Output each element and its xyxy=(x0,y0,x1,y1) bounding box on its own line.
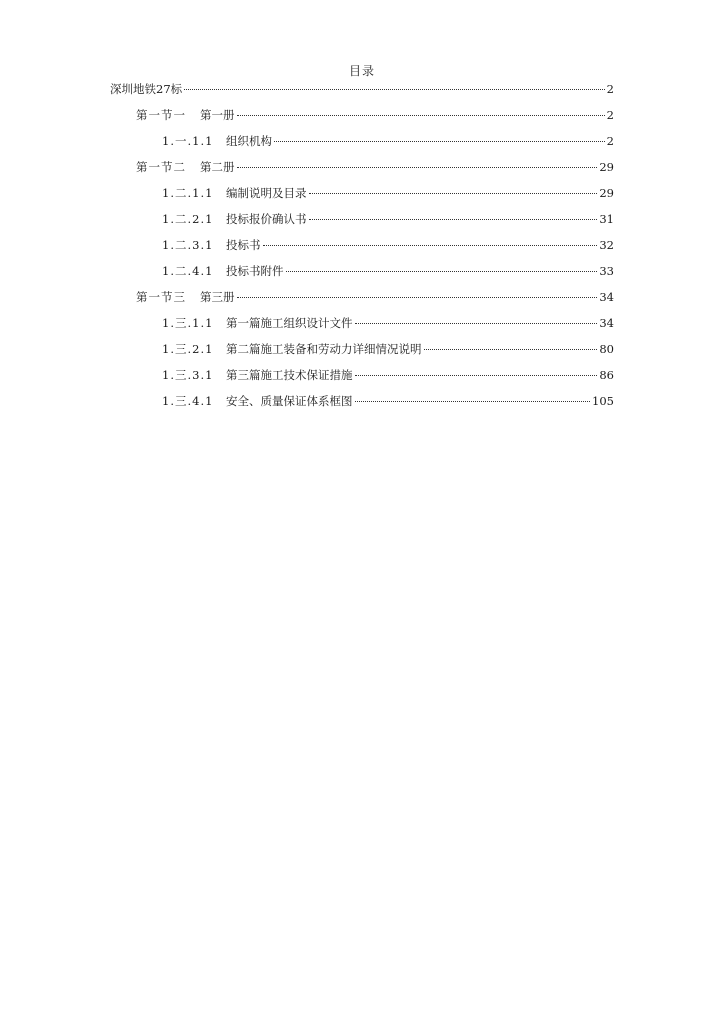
toc-entry-number: 1.三.1.1 xyxy=(162,316,214,330)
toc-entry-page: 2 xyxy=(606,82,614,96)
toc-entry[interactable] xyxy=(162,314,614,332)
toc-leader-dots xyxy=(237,297,598,298)
toc-entry[interactable] xyxy=(136,158,614,176)
toc-leader-dots xyxy=(237,167,598,168)
toc-entry-label: 安全、质量保证体系框图 xyxy=(226,394,353,408)
toc-entry[interactable] xyxy=(162,392,614,410)
toc-entry[interactable] xyxy=(162,184,614,202)
toc-entry-number: 1.二.2.1 xyxy=(162,212,214,226)
toc-entry-label: 投标报价确认书 xyxy=(226,212,307,226)
toc-entry-page: 29 xyxy=(599,186,614,200)
toc-entry-number: 1.三.3.1 xyxy=(162,368,214,382)
toc-entry[interactable] xyxy=(162,262,614,280)
toc-entry-page: 33 xyxy=(599,264,614,278)
toc-entry-label: 第三篇施工技术保证措施 xyxy=(226,368,353,382)
toc-entry[interactable] xyxy=(136,106,614,124)
toc-entry[interactable] xyxy=(136,288,614,306)
toc-entry-page: 29 xyxy=(599,160,614,174)
toc-entry-number: 第一节二 xyxy=(136,160,186,174)
toc-entry-label: 投标书附件 xyxy=(226,264,284,278)
toc-leader-dots xyxy=(355,375,598,376)
toc-entry-label: 组织机构 xyxy=(226,134,272,148)
toc-entry-label: 第二册 xyxy=(200,160,235,174)
toc-leader-dots xyxy=(184,89,605,90)
toc-entry-number: 第一节三 xyxy=(136,290,186,304)
toc-entry-page: 32 xyxy=(599,238,614,252)
toc-entry-page: 34 xyxy=(599,316,614,330)
toc-entry-number: 1.三.2.1 xyxy=(162,342,214,356)
toc-entry[interactable] xyxy=(162,132,614,150)
toc-entry-page: 34 xyxy=(599,290,614,304)
toc-entry-number: 1.二.1.1 xyxy=(162,186,214,200)
toc-entry-page: 86 xyxy=(599,368,614,382)
toc-leader-dots xyxy=(274,141,605,142)
toc-entry-page: 80 xyxy=(599,342,614,356)
toc-leader-dots xyxy=(355,323,598,324)
toc-entry[interactable] xyxy=(162,340,614,358)
toc-entry-label: 第三册 xyxy=(200,290,235,304)
toc-entry[interactable] xyxy=(162,210,614,228)
toc-entry-number: 1.二.3.1 xyxy=(162,238,214,252)
toc-entry-page: 105 xyxy=(592,394,614,408)
toc-entry-page: 31 xyxy=(599,212,614,226)
toc-leader-dots xyxy=(355,401,591,402)
toc-leader-dots xyxy=(309,193,598,194)
toc-leader-dots xyxy=(263,245,598,246)
toc-entry-page: 2 xyxy=(606,134,614,148)
toc-entry-label: 投标书 xyxy=(226,238,261,252)
toc-entry-number: 1.二.4.1 xyxy=(162,264,214,278)
toc-leader-dots xyxy=(309,219,598,220)
toc-title: 目录 xyxy=(348,64,375,78)
toc-entry-number: 1.三.4.1 xyxy=(162,394,214,408)
toc-entry-label: 编制说明及目录 xyxy=(226,186,307,200)
toc-entry-label: 第一册 xyxy=(200,108,235,122)
toc-entry-label: 深圳地铁27标 xyxy=(110,82,183,96)
toc-leader-dots xyxy=(424,349,598,350)
toc-entry[interactable] xyxy=(162,236,614,254)
toc-leader-dots xyxy=(237,115,605,116)
toc-entry[interactable] xyxy=(162,366,614,384)
toc-entry-page: 2 xyxy=(606,108,614,122)
toc-entry-label: 第二篇施工装备和劳动力详细情况说明 xyxy=(226,342,422,356)
toc-entry[interactable] xyxy=(110,80,614,98)
toc-leader-dots xyxy=(286,271,598,272)
toc-entry-label: 第一篇施工组织设计文件 xyxy=(226,316,353,330)
toc-entry-number: 1.一.1.1 xyxy=(162,134,214,148)
toc-entry-number: 第一节一 xyxy=(136,108,186,122)
